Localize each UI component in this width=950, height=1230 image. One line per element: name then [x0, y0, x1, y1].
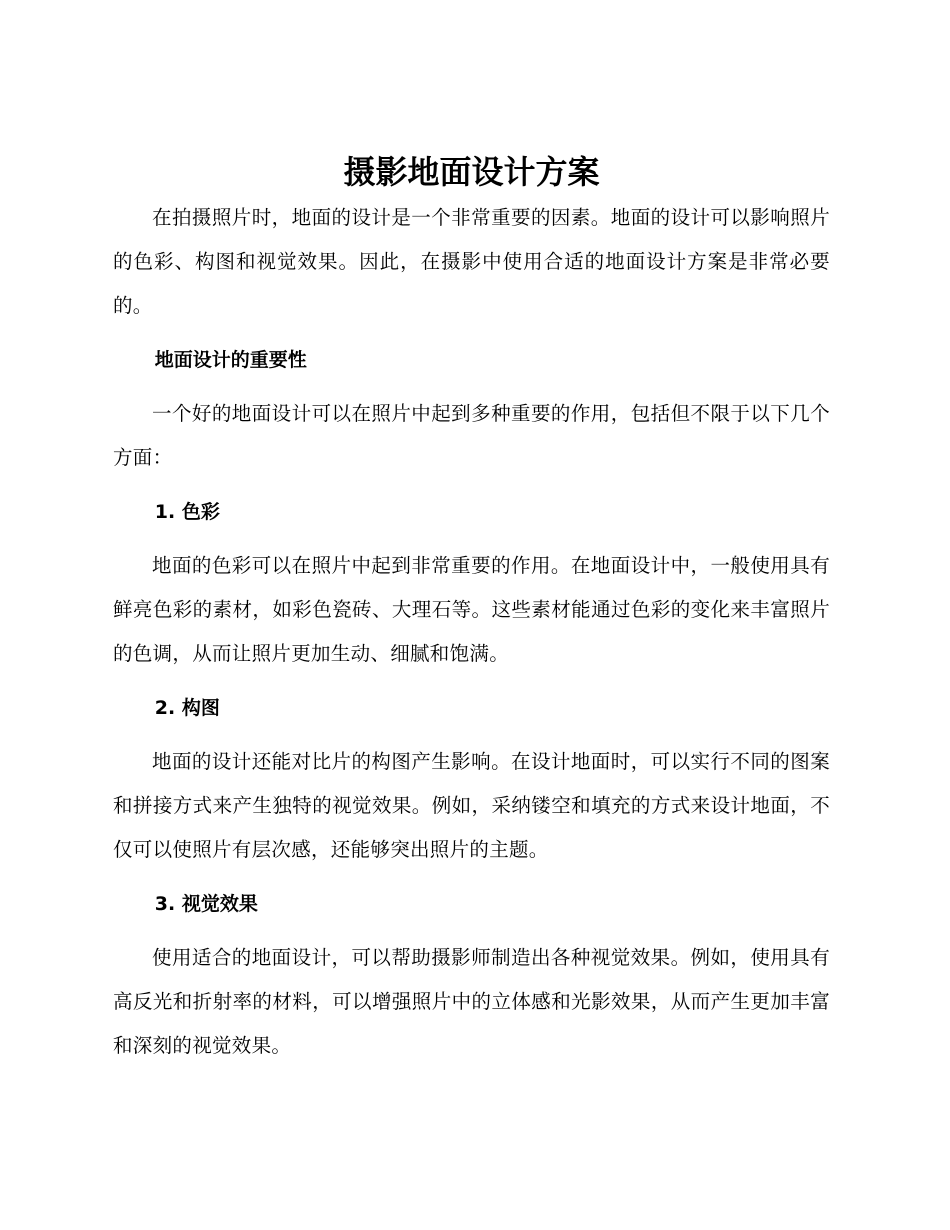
- spacer: [113, 730, 830, 740]
- item-text-visual-effect: 使用适合的地面设计，可以帮助摄影师制造出各种视觉效果。例如，使用具有高反光和折射率的材料，可以增强照片中的立体感和光影效果，从而产生更加丰富和深刻的视觉效果。: [113, 946, 830, 1057]
- document-title: 摄影地面设计方案: [343, 153, 600, 191]
- document-page: [113, 148, 830, 1068]
- spacer: [113, 480, 830, 490]
- section-heading: 地面设计的重要性: [154, 349, 307, 371]
- intro-paragraph: 在拍摄照片时，地面的设计是一个非常重要的因素。地面的设计可以影响照片的色彩、构图和视觉效果。因此，在摄影中使用合适的地面设计方案是非常必要的。: [113, 206, 830, 317]
- spacer: [113, 328, 830, 338]
- item-text-color: 地面的色彩可以在照片中起到非常重要的作用。在地面设计中，一般使用具有鲜亮色彩的素材，如彩色瓷砖、大理石等。这些素材能通过色彩的变化来丰富照片的色调，从而让照片更加生动、细腻和饱满。: [113, 554, 830, 665]
- item-text-composition: 地面的设计还能对比片的构图产生影响。在设计地面时，可以实行不同的图案和拼接方式来产生独特的视觉效果。例如，采纳镂空和填充的方式来设计地面，不仅可以使照片有层次感，还能够突出照片的主题。: [113, 750, 830, 861]
- spacer: [113, 534, 830, 544]
- spacer: [113, 382, 830, 392]
- item-heading-composition: 2. 构图: [154, 697, 220, 719]
- item-heading-color: 1. 色彩: [154, 501, 220, 523]
- spacer: [113, 676, 830, 686]
- spacer: [113, 872, 830, 882]
- item-heading-visual-effect: 3. 视觉效果: [154, 893, 258, 915]
- section-intro-paragraph: 一个好的地面设计可以在照片中起到多种重要的作用，包括但不限于以下几个方面：: [113, 402, 830, 469]
- spacer: [113, 926, 830, 936]
